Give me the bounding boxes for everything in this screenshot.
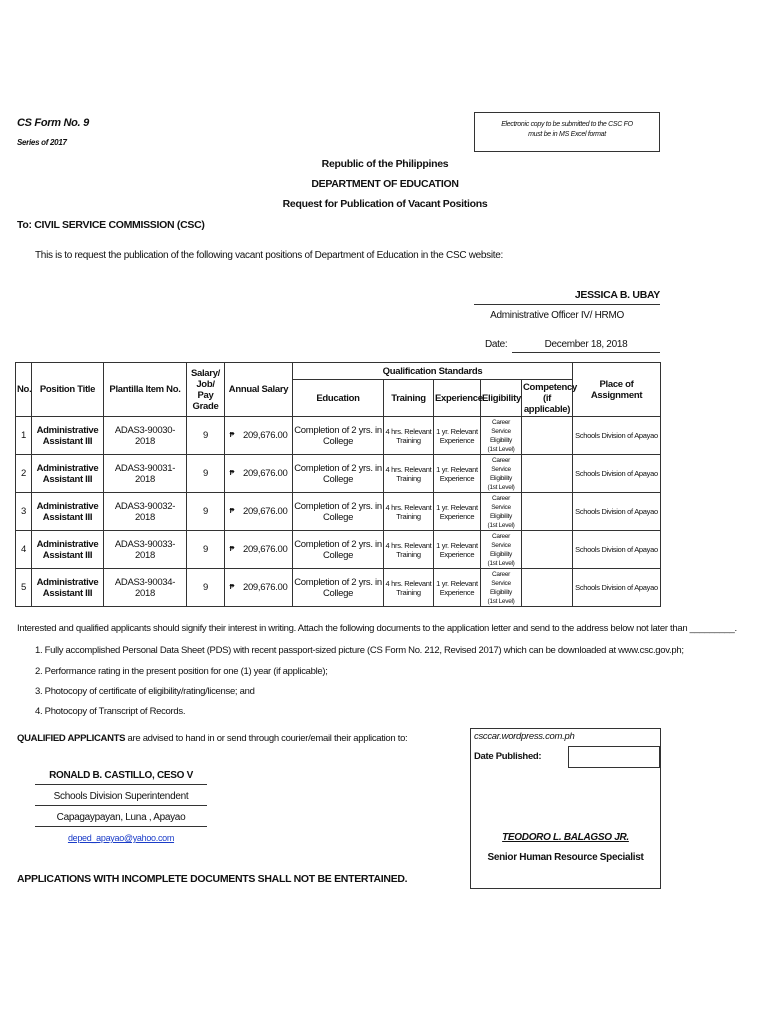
cell-grade: 9: [187, 531, 225, 569]
cell-education: [293, 569, 384, 607]
interest-instruction: Interested and qualified applicants should signify their interest in writing. Attach the following documents to the application letter and send to the address below not later than _________.: [17, 623, 737, 634]
training-line-1: 4 hrs. Relevant: [385, 426, 432, 436]
qualified-applicants-text: are advised to hand in or send through courier/email their application to:: [125, 733, 408, 744]
requirement-3: 3. Photocopy of certificate of eligibility/rating/license; and: [35, 686, 255, 697]
experience-line-1: 1 yr. Relevant: [436, 578, 478, 588]
experience-line-2: Experience: [439, 511, 475, 521]
header-department: DEPARTMENT OF EDUCATION: [311, 178, 459, 190]
note-line-1: Electronic copy to be submitted to the CSC FO: [501, 121, 633, 128]
experience-line-2: Experience: [439, 473, 475, 483]
specialist-name: TEODORO L. BALAGSO JR.: [502, 832, 629, 843]
col-header-education: Education: [293, 380, 384, 417]
eligibility-line-2: Eligibility: [490, 588, 512, 596]
cell-salary: 209,676.00: [239, 455, 293, 493]
cell-eligibility: [481, 569, 522, 607]
cell-peso: ₱: [225, 417, 239, 455]
addressee-line: To: CIVIL SERVICE COMMISSION (CSC): [17, 219, 205, 231]
position-line-2: Assistant III: [42, 435, 93, 447]
cell-peso: ₱: [225, 455, 239, 493]
date-value: December 18, 2018: [512, 339, 660, 353]
cell-peso: ₱: [225, 531, 239, 569]
table-row: [16, 417, 661, 455]
addressee-email-link[interactable]: deped_apayao@yahoo.com: [67, 833, 175, 843]
col-header-assignment: Place of Assignment: [573, 363, 661, 417]
specialist-title: Senior Human Resource Specialist: [487, 852, 644, 863]
position-line-1: Administrative: [36, 424, 99, 436]
cell-no: 1: [16, 417, 32, 455]
eligibility-line-2: Eligibility: [490, 436, 512, 444]
salary-grade-line-1: Salary/ Job/: [190, 367, 221, 390]
col-header-experience: Experience: [434, 380, 481, 417]
eligibility-line-1: Career Service: [491, 494, 511, 511]
cell-assignment: Schools Division of Apayao: [573, 455, 661, 493]
cell-training: [384, 417, 434, 455]
education-line-2: College: [322, 549, 354, 561]
experience-line-2: Experience: [439, 435, 475, 445]
form-series: Series of 2017: [17, 138, 67, 147]
position-line-1: Administrative: [36, 462, 99, 474]
cell-no: 2: [16, 455, 32, 493]
date-label: Date:: [485, 339, 508, 350]
cell-plantilla: ADAS3-90033-2018: [104, 531, 187, 569]
experience-line-1: 1 yr. Relevant: [436, 464, 478, 474]
eligibility-line-1: Career Service: [491, 570, 511, 587]
col-header-plantilla: Plantilla Item No.: [104, 363, 187, 417]
note-line-2: must be in MS Excel format: [528, 131, 606, 138]
cell-training: [384, 531, 434, 569]
submission-note: [474, 112, 660, 152]
cell-eligibility: [481, 417, 522, 455]
table-row: [16, 493, 661, 531]
form-number: CS Form No. 9: [17, 117, 89, 129]
eligibility-line-2: Eligibility: [490, 550, 512, 558]
position-line-1: Administrative: [36, 576, 99, 588]
training-line-1: 4 hrs. Relevant: [385, 578, 432, 588]
cell-experience: [434, 493, 481, 531]
header-request-title: Request for Publication of Vacant Positions: [282, 198, 488, 210]
requirement-2: 2. Performance rating in the present position for one (1) year (if applicable);: [35, 666, 328, 677]
training-line-2: Training: [396, 549, 421, 559]
col-header-competency: [522, 380, 578, 417]
cell-position: [32, 455, 104, 493]
date-published-label: Date Published:: [474, 751, 542, 762]
cell-salary: 209,676.00: [239, 493, 293, 531]
cell-salary: 209,676.00: [239, 569, 293, 607]
addressee-name: RONALD B. CASTILLO, CESO V: [35, 770, 207, 785]
cell-no: 5: [16, 569, 32, 607]
position-line-2: Assistant III: [42, 473, 93, 485]
cell-plantilla: ADAS3-90031-2018: [104, 455, 187, 493]
cell-experience: [434, 531, 481, 569]
cell-education: [293, 531, 384, 569]
table-row: [16, 455, 661, 493]
col-header-training: Training: [384, 380, 434, 417]
cell-training: [384, 569, 434, 607]
cell-competency: [522, 493, 573, 531]
eligibility-line-1: Career Service: [491, 418, 511, 435]
eligibility-line-1: Career Service: [491, 456, 511, 473]
requirement-1: 1. Fully accomplished Personal Data Sheet (PDS) with recent passport-sized picture (CS Form No. 212, Revised 2017) which can be downloaded at www.csc.gov.ph;: [35, 645, 684, 656]
cell-grade: 9: [187, 569, 225, 607]
eligibility-line-3: (1st Level): [487, 445, 515, 453]
competency-line-1: Competency: [523, 381, 578, 393]
cell-assignment: Schools Division of Apayao: [573, 531, 661, 569]
cell-position: [32, 417, 104, 455]
education-line-1: Completion of 2 yrs. in: [294, 424, 382, 436]
experience-line-1: 1 yr. Relevant: [436, 540, 478, 550]
cell-education: [293, 493, 384, 531]
vacant-positions-table: [15, 362, 661, 607]
cell-training: [384, 455, 434, 493]
education-line-1: Completion of 2 yrs. in: [294, 500, 382, 512]
experience-line-1: 1 yr. Relevant: [436, 502, 478, 512]
signatory-title: Administrative Officer IV/ HRMO: [490, 310, 624, 321]
cell-competency: [522, 569, 573, 607]
col-header-annual-salary: Annual Salary: [225, 363, 293, 417]
experience-line-2: Experience: [439, 549, 475, 559]
cell-experience: [434, 455, 481, 493]
cell-eligibility: [481, 531, 522, 569]
education-line-2: College: [322, 435, 354, 447]
education-line-2: College: [322, 511, 354, 523]
requirement-4: 4. Photocopy of Transcript of Records.: [35, 706, 186, 717]
position-line-2: Assistant III: [42, 587, 93, 599]
table-row: [16, 531, 661, 569]
experience-line-2: Experience: [439, 587, 475, 597]
training-line-1: 4 hrs. Relevant: [385, 464, 432, 474]
salary-grade-line-2: Pay Grade: [192, 389, 219, 412]
qualified-applicants-label: QUALIFIED APPLICANTS: [17, 733, 126, 744]
training-line-2: Training: [396, 587, 421, 597]
eligibility-line-3: (1st Level): [487, 521, 515, 529]
eligibility-line-1: Career Service: [491, 532, 511, 549]
col-header-no: No.: [16, 363, 32, 417]
col-header-salary-grade: [187, 363, 225, 417]
training-line-2: Training: [396, 435, 421, 445]
cell-salary: 209,676.00: [239, 417, 293, 455]
cell-grade: 9: [187, 493, 225, 531]
cell-position: [32, 569, 104, 607]
cell-plantilla: ADAS3-90034-2018: [104, 569, 187, 607]
competency-line-2: (if applicable): [523, 392, 571, 415]
cell-eligibility: [481, 493, 522, 531]
position-line-2: Assistant III: [42, 549, 93, 561]
table-row: [16, 569, 661, 607]
addressee-title: Schools Division Superintendent: [35, 791, 207, 806]
cell-plantilla: ADAS3-90030-2018: [104, 417, 187, 455]
position-line-2: Assistant III: [42, 511, 93, 523]
cell-competency: [522, 455, 573, 493]
cell-no: 4: [16, 531, 32, 569]
eligibility-line-3: (1st Level): [487, 483, 515, 491]
cell-education: [293, 417, 384, 455]
eligibility-line-3: (1st Level): [487, 559, 515, 567]
cell-education: [293, 455, 384, 493]
signatory-name: JESSICA B. UBAY: [474, 289, 660, 305]
col-header-eligibility: Eligibility: [481, 380, 522, 417]
experience-line-1: 1 yr. Relevant: [436, 426, 478, 436]
cell-no: 3: [16, 493, 32, 531]
cell-competency: [522, 531, 573, 569]
training-line-1: 4 hrs. Relevant: [385, 502, 432, 512]
cell-assignment: Schools Division of Apayao: [573, 493, 661, 531]
position-line-1: Administrative: [36, 500, 99, 512]
cell-assignment: Schools Division of Apayao: [573, 417, 661, 455]
eligibility-line-2: Eligibility: [490, 512, 512, 520]
eligibility-line-3: (1st Level): [487, 597, 515, 605]
cell-position: [32, 531, 104, 569]
education-line-2: College: [322, 587, 354, 599]
training-line-2: Training: [396, 511, 421, 521]
cell-grade: 9: [187, 455, 225, 493]
col-header-position: Position Title: [32, 363, 104, 417]
cell-training: [384, 493, 434, 531]
training-line-2: Training: [396, 473, 421, 483]
education-line-1: Completion of 2 yrs. in: [294, 538, 382, 550]
eligibility-line-2: Eligibility: [490, 474, 512, 482]
training-line-1: 4 hrs. Relevant: [385, 540, 432, 550]
publication-site: csccar.wordpress.com.ph: [474, 731, 575, 742]
header-republic: Republic of the Philippines: [321, 158, 449, 170]
addressee-address: Capagaypayan, Luna , Apayao: [35, 812, 207, 827]
qualified-applicants-note: [17, 733, 407, 744]
date-published-field[interactable]: [568, 746, 660, 768]
cell-experience: [434, 417, 481, 455]
education-line-1: Completion of 2 yrs. in: [294, 576, 382, 588]
intro-text: This is to request the publication of the following vacant positions of Department of Education in the CSC website:: [35, 250, 504, 261]
cell-peso: ₱: [225, 493, 239, 531]
col-header-qualification: Qualification Standards: [293, 363, 573, 380]
education-line-1: Completion of 2 yrs. in: [294, 462, 382, 474]
incomplete-documents-warning: APPLICATIONS WITH INCOMPLETE DOCUMENTS SHALL NOT BE ENTERTAINED.: [17, 873, 408, 885]
education-line-2: College: [322, 473, 354, 485]
cell-plantilla: ADAS3-90032-2018: [104, 493, 187, 531]
cell-peso: ₱: [225, 569, 239, 607]
cell-grade: 9: [187, 417, 225, 455]
cell-salary: 209,676.00: [239, 531, 293, 569]
cell-competency: [522, 417, 573, 455]
cell-position: [32, 493, 104, 531]
cell-experience: [434, 569, 481, 607]
position-line-1: Administrative: [36, 538, 99, 550]
cell-assignment: Schools Division of Apayao: [573, 569, 661, 607]
cell-eligibility: [481, 455, 522, 493]
